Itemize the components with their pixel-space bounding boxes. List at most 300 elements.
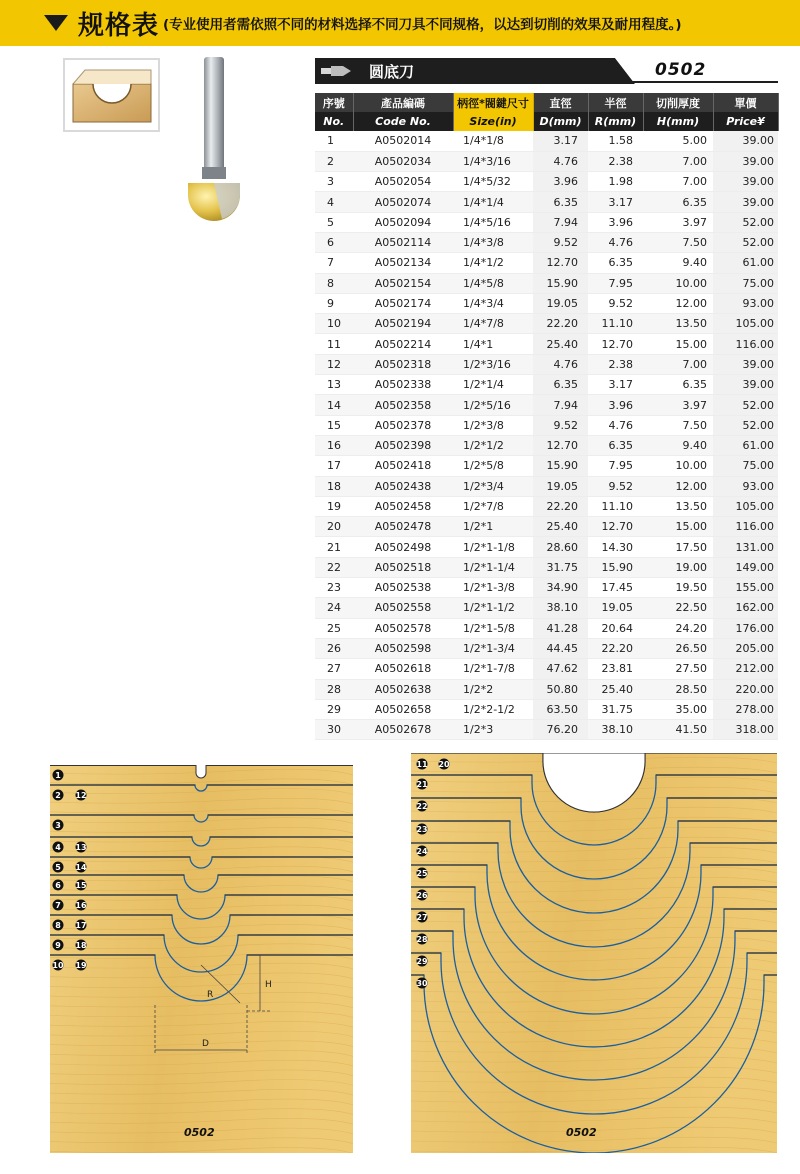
badge xyxy=(53,862,64,873)
cell-diameter: 19.05 xyxy=(533,476,588,496)
cell-no: 22 xyxy=(315,557,353,577)
cell-code: A0502518 xyxy=(353,557,453,577)
cell-price: 105.00 xyxy=(713,496,778,516)
svg-text:1: 1 xyxy=(55,770,61,780)
cell-size: 1/2*3 xyxy=(453,720,533,740)
table-row xyxy=(315,395,778,415)
cell-size: 1/4*7/8 xyxy=(453,314,533,334)
badge xyxy=(75,920,86,931)
cell-height: 6.35 xyxy=(643,375,713,395)
cell-height: 9.40 xyxy=(643,253,713,273)
product-code: 0502 xyxy=(655,60,707,80)
cell-height: 3.97 xyxy=(643,212,713,232)
cell-diameter: 31.75 xyxy=(533,557,588,577)
cell-radius: 1.98 xyxy=(588,172,643,192)
cell-height: 12.00 xyxy=(643,476,713,496)
svg-text:25: 25 xyxy=(416,868,428,878)
cell-radius: 9.52 xyxy=(588,476,643,496)
table-header-en xyxy=(315,112,778,131)
col-head-price-en: Price¥ xyxy=(713,112,778,131)
cell-code: A0502578 xyxy=(353,618,453,638)
table-row xyxy=(315,172,778,192)
cell-code: A0502598 xyxy=(353,638,453,658)
cell-height: 13.50 xyxy=(643,314,713,334)
cell-radius: 11.10 xyxy=(588,314,643,334)
cell-size: 1/4*5/8 xyxy=(453,273,533,293)
cell-diameter: 7.94 xyxy=(533,212,588,232)
cell-size: 1/4*1/8 xyxy=(453,131,533,151)
cell-size: 1/2*1-1/8 xyxy=(453,537,533,557)
dim-label-radius: R xyxy=(207,990,214,1000)
table-body xyxy=(315,131,778,740)
cell-no: 17 xyxy=(315,456,353,476)
cell-code: A0502014 xyxy=(353,131,453,151)
cell-diameter: 12.70 xyxy=(533,435,588,455)
cell-diameter: 15.90 xyxy=(533,273,588,293)
cell-no: 2 xyxy=(315,151,353,171)
cell-radius: 14.30 xyxy=(588,537,643,557)
badge xyxy=(75,842,86,853)
cell-code: A0502214 xyxy=(353,334,453,354)
cell-radius: 12.70 xyxy=(588,334,643,354)
cell-diameter: 44.45 xyxy=(533,638,588,658)
cell-no: 18 xyxy=(315,476,353,496)
cell-diameter: 63.50 xyxy=(533,699,588,719)
cell-price: 52.00 xyxy=(713,232,778,252)
table-row xyxy=(315,151,778,171)
cell-size: 1/4*1 xyxy=(453,334,533,354)
cell-diameter: 9.52 xyxy=(533,232,588,252)
cell-code: A0502398 xyxy=(353,435,453,455)
cell-radius: 2.38 xyxy=(588,354,643,374)
cell-price: 162.00 xyxy=(713,598,778,618)
table-row xyxy=(315,273,778,293)
cell-no: 11 xyxy=(315,334,353,354)
cell-price: 39.00 xyxy=(713,131,778,151)
svg-text:20: 20 xyxy=(438,759,450,769)
cell-height: 28.50 xyxy=(643,679,713,699)
svg-text:21: 21 xyxy=(416,779,428,789)
cell-diameter: 9.52 xyxy=(533,415,588,435)
table-header-cn xyxy=(315,93,778,112)
svg-text:9: 9 xyxy=(55,940,61,950)
page-title: 规格表 xyxy=(78,10,160,41)
col-head-price: 單價 xyxy=(713,93,778,112)
cell-size: 1/2*5/8 xyxy=(453,456,533,476)
svg-text:3: 3 xyxy=(55,820,61,830)
table-row xyxy=(315,334,778,354)
cell-size: 1/4*5/16 xyxy=(453,212,533,232)
badge xyxy=(75,790,86,801)
svg-text:29: 29 xyxy=(416,956,428,966)
cell-no: 5 xyxy=(315,212,353,232)
cell-height: 6.35 xyxy=(643,192,713,212)
svg-text:11: 11 xyxy=(416,759,428,769)
cell-diameter: 6.35 xyxy=(533,375,588,395)
cell-no: 8 xyxy=(315,273,353,293)
col-head-no: 序號 xyxy=(315,93,353,112)
diagram-caption-left: 0502 xyxy=(184,1126,215,1139)
badge xyxy=(75,960,87,971)
cell-no: 21 xyxy=(315,537,353,557)
cell-height: 7.00 xyxy=(643,151,713,171)
col-head-d-en: D(mm) xyxy=(533,112,588,131)
table-row xyxy=(315,314,778,334)
col-head-code: 產品編碼 xyxy=(353,93,453,112)
cell-size: 1/2*3/4 xyxy=(453,476,533,496)
badge xyxy=(53,880,64,891)
cell-size: 1/2*3/8 xyxy=(453,415,533,435)
badge xyxy=(53,842,64,853)
cell-size: 1/4*3/8 xyxy=(453,232,533,252)
cell-price: 116.00 xyxy=(713,517,778,537)
cell-height: 17.50 xyxy=(643,537,713,557)
badge xyxy=(53,920,64,931)
cell-radius: 6.35 xyxy=(588,435,643,455)
svg-text:8: 8 xyxy=(55,920,61,930)
svg-text:22: 22 xyxy=(416,801,428,811)
svg-text:12: 12 xyxy=(75,790,87,800)
cell-diameter: 22.20 xyxy=(533,496,588,516)
badge xyxy=(416,801,427,812)
cell-code: A0502438 xyxy=(353,476,453,496)
badge xyxy=(416,978,428,989)
cell-price: 39.00 xyxy=(713,151,778,171)
cell-no: 29 xyxy=(315,699,353,719)
cell-radius: 2.38 xyxy=(588,151,643,171)
cell-code: A0502418 xyxy=(353,456,453,476)
profile-illustration xyxy=(63,58,160,132)
col-head-d: 直徑 xyxy=(533,93,588,112)
cell-no: 15 xyxy=(315,415,353,435)
cell-radius: 7.95 xyxy=(588,273,643,293)
dim-label-height: H xyxy=(265,980,272,990)
cell-height: 41.50 xyxy=(643,720,713,740)
cell-no: 24 xyxy=(315,598,353,618)
badge xyxy=(416,868,428,879)
cell-price: 75.00 xyxy=(713,273,778,293)
table-row xyxy=(315,659,778,679)
cell-code: A0502678 xyxy=(353,720,453,740)
cell-radius: 15.90 xyxy=(588,557,643,577)
cell-price: 105.00 xyxy=(713,314,778,334)
cell-code: A0502338 xyxy=(353,375,453,395)
table-row xyxy=(315,699,778,719)
cell-size: 1/4*1/4 xyxy=(453,192,533,212)
badge xyxy=(75,862,87,873)
cell-height: 19.00 xyxy=(643,557,713,577)
cell-code: A0502618 xyxy=(353,659,453,679)
cell-price: 149.00 xyxy=(713,557,778,577)
cell-diameter: 22.20 xyxy=(533,314,588,334)
badge xyxy=(75,900,87,911)
cell-height: 35.00 xyxy=(643,699,713,719)
table-row xyxy=(315,293,778,313)
svg-text:14: 14 xyxy=(75,862,87,872)
svg-text:18: 18 xyxy=(75,940,87,950)
cell-radius: 31.75 xyxy=(588,699,643,719)
svg-text:2: 2 xyxy=(55,790,61,800)
badge xyxy=(416,846,428,857)
cell-size: 1/2*2 xyxy=(453,679,533,699)
table-row xyxy=(315,192,778,212)
cell-size: 1/2*1-1/4 xyxy=(453,557,533,577)
cell-diameter: 12.70 xyxy=(533,253,588,273)
cell-diameter: 38.10 xyxy=(533,598,588,618)
cell-code: A0502114 xyxy=(353,232,453,252)
cell-diameter: 3.17 xyxy=(533,131,588,151)
cell-height: 10.00 xyxy=(643,456,713,476)
cell-code: A0502458 xyxy=(353,496,453,516)
svg-text:7: 7 xyxy=(55,900,61,910)
cell-code: A0502054 xyxy=(353,172,453,192)
cell-code: A0502358 xyxy=(353,395,453,415)
table-row xyxy=(315,517,778,537)
cell-code: A0502378 xyxy=(353,415,453,435)
cell-price: 155.00 xyxy=(713,578,778,598)
cell-height: 3.97 xyxy=(643,395,713,415)
cell-radius: 23.81 xyxy=(588,659,643,679)
svg-text:5: 5 xyxy=(55,862,61,872)
col-head-size: 柄徑*閥鍵尺寸 xyxy=(453,93,533,112)
badge xyxy=(53,820,64,831)
table-row xyxy=(315,638,778,658)
header-banner xyxy=(0,0,800,46)
table-row xyxy=(315,679,778,699)
badge xyxy=(53,770,64,781)
table-row xyxy=(315,354,778,374)
cell-diameter: 76.20 xyxy=(533,720,588,740)
diagram-caption-right: 0502 xyxy=(566,1126,597,1139)
cell-height: 24.20 xyxy=(643,618,713,638)
cell-no: 20 xyxy=(315,517,353,537)
col-head-r: 半徑 xyxy=(588,93,643,112)
product-header-bar xyxy=(315,58,778,84)
cell-price: 131.00 xyxy=(713,537,778,557)
svg-text:13: 13 xyxy=(75,842,87,852)
cell-height: 26.50 xyxy=(643,638,713,658)
cell-code: A0502558 xyxy=(353,598,453,618)
cell-height: 10.00 xyxy=(643,273,713,293)
svg-text:26: 26 xyxy=(416,890,428,900)
cell-price: 278.00 xyxy=(713,699,778,719)
cell-size: 1/2*1/4 xyxy=(453,375,533,395)
cell-diameter: 25.40 xyxy=(533,517,588,537)
cell-no: 10 xyxy=(315,314,353,334)
cell-price: 39.00 xyxy=(713,192,778,212)
cell-diameter: 25.40 xyxy=(533,334,588,354)
cell-no: 3 xyxy=(315,172,353,192)
cell-code: A0502134 xyxy=(353,253,453,273)
svg-text:28: 28 xyxy=(416,934,428,944)
cell-price: 93.00 xyxy=(713,476,778,496)
cell-height: 7.50 xyxy=(643,415,713,435)
table-row xyxy=(315,456,778,476)
cell-height: 7.00 xyxy=(643,354,713,374)
col-head-size-en: Size(in) xyxy=(453,112,533,131)
product-name: 圆底刀 xyxy=(369,63,415,81)
cell-code: A0502074 xyxy=(353,192,453,212)
cell-size: 1/2*1/2 xyxy=(453,435,533,455)
badge xyxy=(416,912,427,923)
cell-no: 6 xyxy=(315,232,353,252)
cell-radius: 9.52 xyxy=(588,293,643,313)
cell-diameter: 3.96 xyxy=(533,172,588,192)
cell-code: A0502478 xyxy=(353,517,453,537)
cell-diameter: 34.90 xyxy=(533,578,588,598)
table-row xyxy=(315,598,778,618)
cell-height: 9.40 xyxy=(643,435,713,455)
svg-text:24: 24 xyxy=(416,846,428,856)
table-row xyxy=(315,131,778,151)
col-head-code-en: Code No. xyxy=(353,112,453,131)
svg-text:15: 15 xyxy=(75,880,87,890)
cell-size: 1/2*7/8 xyxy=(453,496,533,516)
table-row xyxy=(315,232,778,252)
cell-radius: 17.45 xyxy=(588,578,643,598)
cell-no: 13 xyxy=(315,375,353,395)
cell-size: 1/2*2-1/2 xyxy=(453,699,533,719)
cell-code: A0502174 xyxy=(353,293,453,313)
cell-height: 7.00 xyxy=(643,172,713,192)
cell-size: 1/2*1-7/8 xyxy=(453,659,533,679)
col-head-h: 切削厚度 xyxy=(643,93,713,112)
svg-text:27: 27 xyxy=(416,912,428,922)
cell-price: 39.00 xyxy=(713,172,778,192)
cell-radius: 20.64 xyxy=(588,618,643,638)
cell-diameter: 50.80 xyxy=(533,679,588,699)
cell-code: A0502034 xyxy=(353,151,453,171)
cell-size: 1/2*5/16 xyxy=(453,395,533,415)
page-subtitle: (专业使用者需依照不同的材料选择不同刀具不同规格，以达到切削的效果及耐用程度。) xyxy=(163,17,682,33)
table-row xyxy=(315,496,778,516)
badge xyxy=(416,934,428,945)
cell-height: 15.00 xyxy=(643,517,713,537)
cell-radius: 3.96 xyxy=(588,212,643,232)
badge xyxy=(416,824,427,835)
svg-text:6: 6 xyxy=(55,880,61,890)
badge xyxy=(416,779,428,790)
cell-radius: 38.10 xyxy=(588,720,643,740)
triangle-down-icon xyxy=(44,15,68,31)
cell-no: 27 xyxy=(315,659,353,679)
router-bit-image xyxy=(182,55,252,235)
groove-diagram-small xyxy=(50,765,353,1153)
cell-price: 220.00 xyxy=(713,679,778,699)
badge xyxy=(416,956,428,967)
col-head-h-en: H(mm) xyxy=(643,112,713,131)
table-row xyxy=(315,212,778,232)
cell-diameter: 19.05 xyxy=(533,293,588,313)
cell-radius: 4.76 xyxy=(588,232,643,252)
badge xyxy=(438,759,450,770)
svg-text:19: 19 xyxy=(75,960,87,970)
cell-no: 7 xyxy=(315,253,353,273)
cell-radius: 11.10 xyxy=(588,496,643,516)
cell-radius: 7.95 xyxy=(588,456,643,476)
cell-height: 27.50 xyxy=(643,659,713,679)
cell-size: 1/2*1-5/8 xyxy=(453,618,533,638)
cell-no: 4 xyxy=(315,192,353,212)
cell-price: 212.00 xyxy=(713,659,778,679)
cell-no: 25 xyxy=(315,618,353,638)
cell-diameter: 7.94 xyxy=(533,395,588,415)
svg-text:10: 10 xyxy=(52,960,64,970)
badge xyxy=(75,940,87,951)
cell-size: 1/2*1-3/8 xyxy=(453,578,533,598)
cell-price: 318.00 xyxy=(713,720,778,740)
cell-price: 116.00 xyxy=(713,334,778,354)
cell-price: 52.00 xyxy=(713,415,778,435)
cell-height: 7.50 xyxy=(643,232,713,252)
svg-text:30: 30 xyxy=(416,978,428,988)
cell-radius: 3.17 xyxy=(588,375,643,395)
cell-radius: 4.76 xyxy=(588,415,643,435)
spec-table xyxy=(315,93,779,740)
table-row xyxy=(315,476,778,496)
cell-no: 9 xyxy=(315,293,353,313)
cell-code: A0502094 xyxy=(353,212,453,232)
cell-size: 1/4*3/16 xyxy=(453,151,533,171)
cell-size: 1/4*5/32 xyxy=(453,172,533,192)
dim-label-diameter: D xyxy=(202,1039,209,1049)
cell-radius: 25.40 xyxy=(588,679,643,699)
svg-text:23: 23 xyxy=(416,824,428,834)
cell-size: 1/2*1-3/4 xyxy=(453,638,533,658)
cell-height: 13.50 xyxy=(643,496,713,516)
badge xyxy=(416,759,428,770)
cell-height: 5.00 xyxy=(643,131,713,151)
cell-price: 176.00 xyxy=(713,618,778,638)
cell-price: 52.00 xyxy=(713,395,778,415)
cell-price: 61.00 xyxy=(713,435,778,455)
cell-price: 93.00 xyxy=(713,293,778,313)
cell-code: A0502538 xyxy=(353,578,453,598)
cell-code: A0502194 xyxy=(353,314,453,334)
cell-height: 19.50 xyxy=(643,578,713,598)
cell-height: 15.00 xyxy=(643,334,713,354)
table-row xyxy=(315,415,778,435)
cell-no: 30 xyxy=(315,720,353,740)
cell-no: 19 xyxy=(315,496,353,516)
svg-text:17: 17 xyxy=(75,920,87,930)
cell-no: 14 xyxy=(315,395,353,415)
table-row xyxy=(315,720,778,740)
cell-no: 26 xyxy=(315,638,353,658)
col-head-no-en: No. xyxy=(315,112,353,131)
cell-height: 22.50 xyxy=(643,598,713,618)
cell-radius: 12.70 xyxy=(588,517,643,537)
cell-radius: 19.05 xyxy=(588,598,643,618)
table-row xyxy=(315,578,778,598)
cell-diameter: 28.60 xyxy=(533,537,588,557)
cell-price: 52.00 xyxy=(713,212,778,232)
cell-radius: 22.20 xyxy=(588,638,643,658)
badge xyxy=(75,880,87,891)
table-row xyxy=(315,618,778,638)
cell-no: 23 xyxy=(315,578,353,598)
svg-text:16: 16 xyxy=(75,900,87,910)
badge xyxy=(416,890,428,901)
cell-radius: 3.96 xyxy=(588,395,643,415)
table-row xyxy=(315,435,778,455)
cell-size: 1/2*3/16 xyxy=(453,354,533,374)
table-row xyxy=(315,557,778,577)
cell-size: 1/4*1/2 xyxy=(453,253,533,273)
cell-price: 205.00 xyxy=(713,638,778,658)
cell-code: A0502154 xyxy=(353,273,453,293)
cell-diameter: 15.90 xyxy=(533,456,588,476)
